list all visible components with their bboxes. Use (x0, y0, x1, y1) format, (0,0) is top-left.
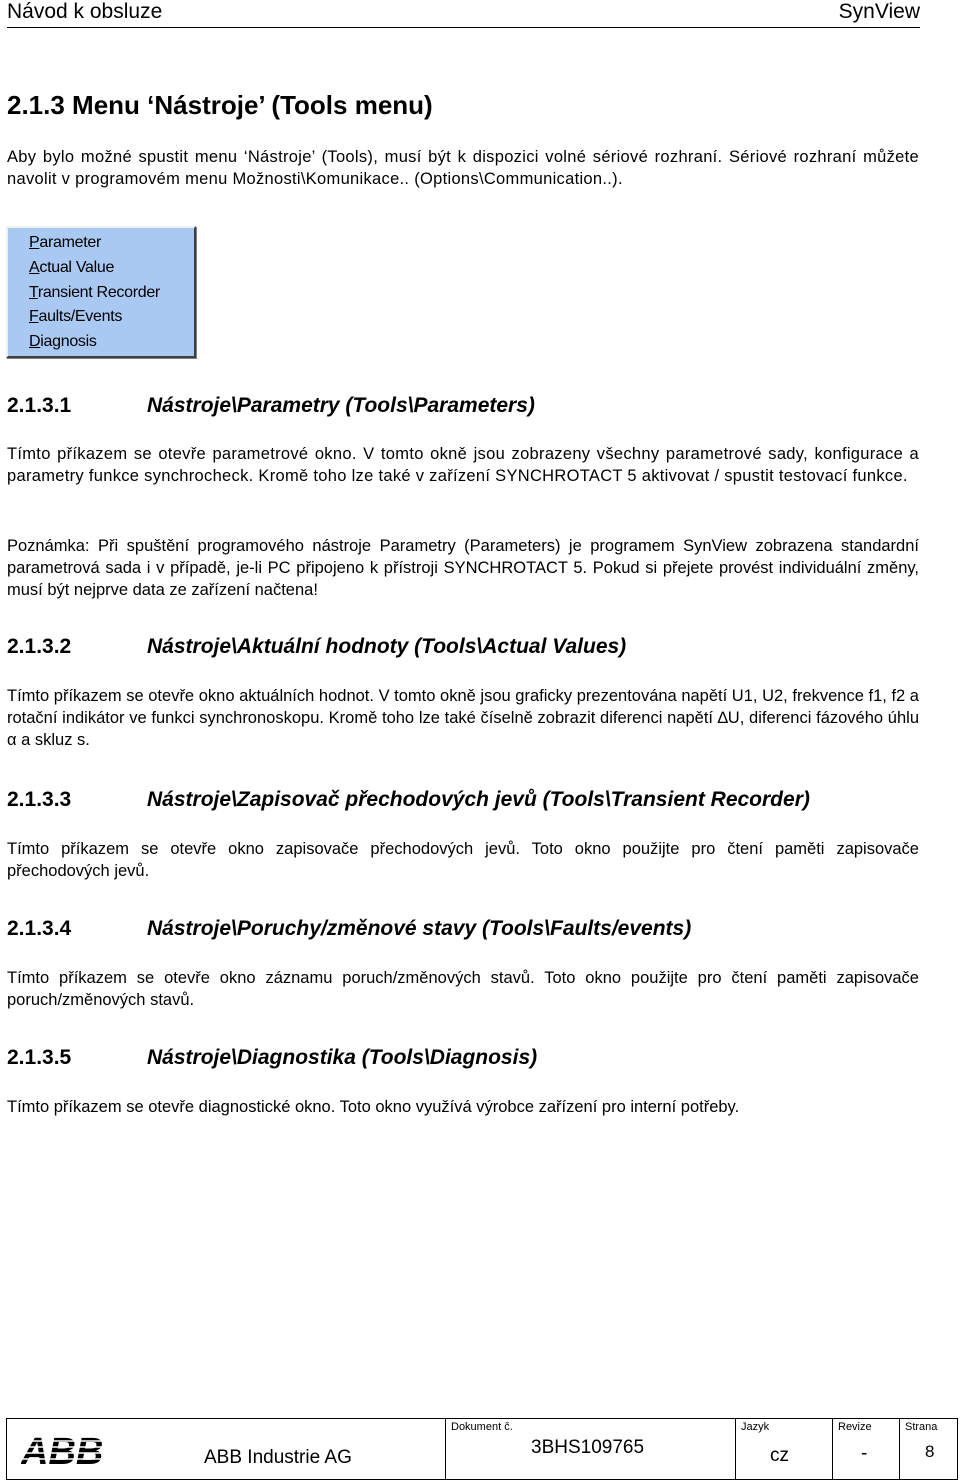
section-text-actual-values: Tímto příkazem se otevře okno aktuálních hodnot. V tomto okně jsou graficky prezentována napětí U1, U2, frekvence f1, f2 a rotační indikátor ve funkci synchronoskopu. Kromě toho lze také číselně zobrazit diferenci napětí ∆U, diferenci fázového úhlu α a skluz s. (7, 687, 919, 749)
section-title: Nástroje\Parametry (Tools\Parameters) (147, 394, 535, 417)
tools-menu (6, 226, 196, 358)
page-footer (6, 1418, 958, 1480)
section-title: Nástroje\Poruchy/změnové stavy (Tools\Faults/events) (147, 917, 692, 940)
section-heading-actual-values (7, 634, 626, 660)
footer-page-label: Strana (905, 1421, 938, 1433)
menu-item-actual-value[interactable]: Actual Value (29, 259, 115, 276)
footer-revision-cell (832, 1419, 899, 1479)
section-heading-transient-recorder (7, 787, 810, 813)
menu-item-transient-recorder[interactable]: Transient Recorder (29, 284, 160, 301)
menu-item-parameter[interactable]: Parameter (29, 234, 101, 251)
footer-language-cell (735, 1419, 832, 1479)
page-title: 2.1.3 Menu ‘Nástroje’ (Tools menu) (7, 90, 433, 120)
section-note-parameters: Poznámka: Při spuštění programového nástroje Parametry (Parameters) je programem SynView zobrazena standardní parametrová sada i v případě, je-li PC připojeno k přístroji SYNCHROTACT 5. Pokud si přejete provést individuální změny, musí být nejprve data ze zařízení načtena! (7, 537, 919, 599)
page-header (7, 0, 920, 28)
menu-item-faults-events[interactable]: Faults/Events (29, 308, 123, 325)
section-number: 2.1.3.3 (7, 788, 72, 811)
section-number: 2.1.3.2 (7, 635, 72, 658)
footer-revision: - (861, 1443, 868, 1464)
footer-document-cell (445, 1419, 735, 1479)
section-number: 2.1.3.4 (7, 917, 72, 940)
section-number: 2.1.3.1 (7, 394, 72, 417)
section-title: Nástroje\Diagnostika (Tools\Diagnosis) (147, 1046, 538, 1069)
section-text-diagnosis: Tímto příkazem se otevře diagnostické okno. Toto okno využívá výrobce zařízení pro interní potřeby. (7, 1098, 740, 1116)
footer-revision-label: Revize (838, 1421, 872, 1433)
section-heading-faults-events (7, 916, 691, 942)
footer-company-cell (7, 1419, 445, 1479)
abb-logo-text: ABB (21, 1433, 104, 1467)
section-heading-parameters (7, 393, 535, 419)
section-text-parameters: Tímto příkazem se otevře parametrové okno. V tomto okně jsou zobrazeny všechny parametrové sady, konfigurace a parametry funkce synchrocheck. Kromě toho lze také v zařízení SYNCHROTACT 5 aktivovat / spustit testovací funkce. (7, 445, 919, 485)
header-product-name: SynView (838, 0, 920, 23)
footer-page-cell (899, 1419, 957, 1479)
section-text-transient-recorder: Tímto příkazem se otevře okno zapisovače přechodových jevů. Toto okno použijte pro čtení paměti zapisovače přechodových jevů. (7, 840, 919, 880)
section-title: Nástroje\Zapisovač přechodových jevů (Tools\Transient Recorder) (147, 788, 810, 811)
section-heading-diagnosis (7, 1045, 537, 1071)
abb-logo-icon (21, 1433, 131, 1467)
footer-document-label: Dokument č. (451, 1421, 513, 1433)
menu-item-diagnosis[interactable]: Diagnosis (29, 333, 97, 350)
footer-language-label: Jazyk (741, 1421, 770, 1433)
footer-company: ABB Industrie AG (204, 1447, 352, 1468)
footer-page-number: 8 (925, 1442, 935, 1461)
section-title: Nástroje\Aktuální hodnoty (Tools\Actual Values) (147, 635, 627, 658)
footer-language: cz (770, 1445, 789, 1466)
section-text-faults-events: Tímto příkazem se otevře okno záznamu poruch/změnových stavů. Toto okno použijte pro čtení paměti zapisovače poruch/změnových stavů. (7, 969, 919, 1009)
intro-paragraph: Aby bylo možné spustit menu ‘Nástroje’ (Tools), musí být k dispozici volné sériové rozhraní. Sériové rozhraní můžete navolit v programovém menu Možnosti\Komunikace.. (Options\Communication..). (7, 148, 919, 188)
footer-document-number: 3BHS109765 (531, 1437, 645, 1458)
section-number: 2.1.3.5 (7, 1046, 72, 1069)
header-manual-title: Návod k obsluze (7, 0, 163, 23)
